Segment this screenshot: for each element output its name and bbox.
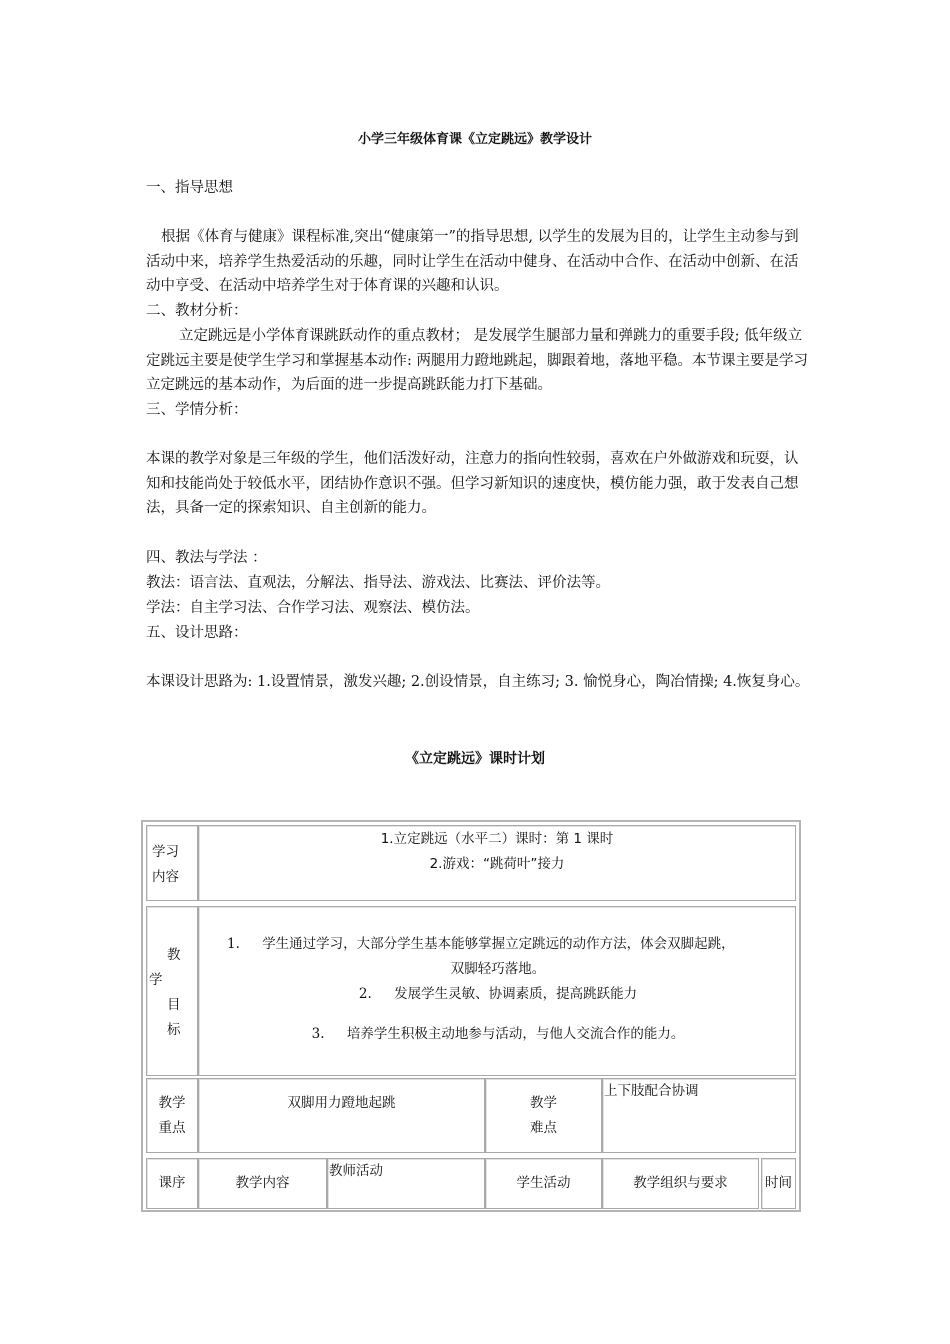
- content-line-1: 1.立定跳远（水平二）课时：第 1 课时: [380, 831, 614, 847]
- goal-value-cell: [198, 906, 796, 1076]
- goal-3-number: 3.: [311, 1026, 325, 1042]
- header-lesson-order: 课序: [146, 1158, 198, 1209]
- content-label-line1: 学习: [152, 844, 179, 860]
- goal-label-char-1: 教: [167, 947, 181, 963]
- section-2-heading: 二、教材分析：: [146, 303, 248, 319]
- difficulty-label-cell: [485, 1078, 602, 1153]
- goal-1-second-line: 双脚轻巧落地。: [450, 961, 546, 977]
- lesson-plan-table: [141, 820, 801, 1212]
- content-line-2: 2.游戏：“跳荷叶”接力: [429, 855, 565, 872]
- section-5-heading: 五、设计思路：: [146, 625, 248, 641]
- goal-label-char-2: 学: [149, 972, 163, 988]
- lesson-plan-title: 《立定跳远》课时计划: [405, 751, 545, 767]
- key-point-value: 双脚用力蹬地起跳: [287, 1095, 396, 1111]
- learning-methods: 学法：自主学习法、合作学习法、观察法、模仿法。: [146, 600, 480, 616]
- goal-3-text: 培养学生积极主动地参与活动，与他人交流合作的能力。: [346, 1026, 685, 1042]
- goal-1-text: 学生通过学习，大部分学生基本能够掌握立定跳远的动作方法，体会双脚起跳，: [262, 936, 735, 952]
- goal-1-number: 1.: [227, 936, 240, 952]
- header-teacher-activity: 教师活动: [327, 1158, 485, 1209]
- header-student-activity: 学生活动: [485, 1158, 602, 1209]
- goal-2-number: 2.: [358, 986, 372, 1002]
- section-1-heading: 一、指导思想: [146, 180, 233, 196]
- teaching-methods: 教法：语言法、直观法，分解法、指导法、游戏法、比赛法、评价法等。: [146, 575, 610, 591]
- goal-2-line: [199, 982, 797, 1007]
- key-point-label-cell: [146, 1078, 198, 1153]
- key-point-label-line2: 重点: [158, 1119, 186, 1136]
- goal-label-char-3: 目: [167, 997, 181, 1013]
- goal-label-char-4: 标: [167, 1022, 181, 1038]
- difficulty-value: 上下肢配合协调: [604, 1083, 699, 1099]
- difficulty-label-line1: 教学: [530, 1095, 557, 1111]
- section-3-body: 本课的教学对象是三年级的学生，他们活泼好动，注意力的指向性较弱，喜欢在户外做游戏和玩耍，认知和技能尚处于较低水平，团结协作意识不强。但学习新知识的速度快，模仿能力强，敢于发表自己想法，具备一定的探索知识、自主创新的能力。: [146, 451, 799, 516]
- header-content: 教学内容: [198, 1158, 327, 1209]
- goal-1-first-line: [227, 932, 735, 957]
- difficulty-label-line2: 难点: [530, 1119, 557, 1136]
- goal-label-cell: [146, 906, 198, 1076]
- section-4-heading: 四、教法与学法 ：: [146, 550, 267, 566]
- document-title: 小学三年级体育课《立定跳远》教学设计: [357, 132, 592, 147]
- key-point-value-cell: [198, 1078, 485, 1153]
- section-5-body: 本课设计思路为: 1.设置情景，激发兴趣; 2.创设情景，自主练习; 3. 愉悦身心，陶冶情操; 4.恢复身心。: [146, 674, 810, 690]
- difficulty-value-cell: [602, 1078, 796, 1153]
- section-3-heading: 三、学情分析：: [146, 402, 248, 418]
- content-value-cell: [198, 825, 796, 901]
- content-label-cell: [146, 825, 198, 901]
- section-1-body: 根据《体育与健康》课程标准,突出“健康第一”的指导思想, 以学生的发展为目的，让学生主动参与到活动中来，培养学生热爱活动的乐趣，同时让学生在活动中健身、在活动中合作、在活动中创新、在活动中亨受、在活动中培养学生对于体育课的兴趣和认识。: [146, 229, 799, 294]
- goal-2-text: 发展学生灵敏、协调素质，提高跳跃能力: [394, 986, 638, 1002]
- header-organization: 教学组织与要求: [602, 1158, 759, 1209]
- content-label-line2: 内容: [152, 868, 179, 885]
- key-point-label-line1: 教学: [158, 1095, 186, 1111]
- header-time: 时间: [761, 1158, 796, 1209]
- goal-3-line: [199, 1022, 797, 1047]
- section-2-body: 立定跳远是小学体育课跳跃动作的重点教材； 是发展学生腿部力量和弹跳力的重要手段; 低年级立定跳远主要是使学生学习和掌握基本动作: 两腿用力蹬地跳起，脚跟着地，落地平稳。本节课主要是学习立定跳远的基本动作，为后面的进一步提高跳跃能力打下基础。: [146, 328, 808, 393]
